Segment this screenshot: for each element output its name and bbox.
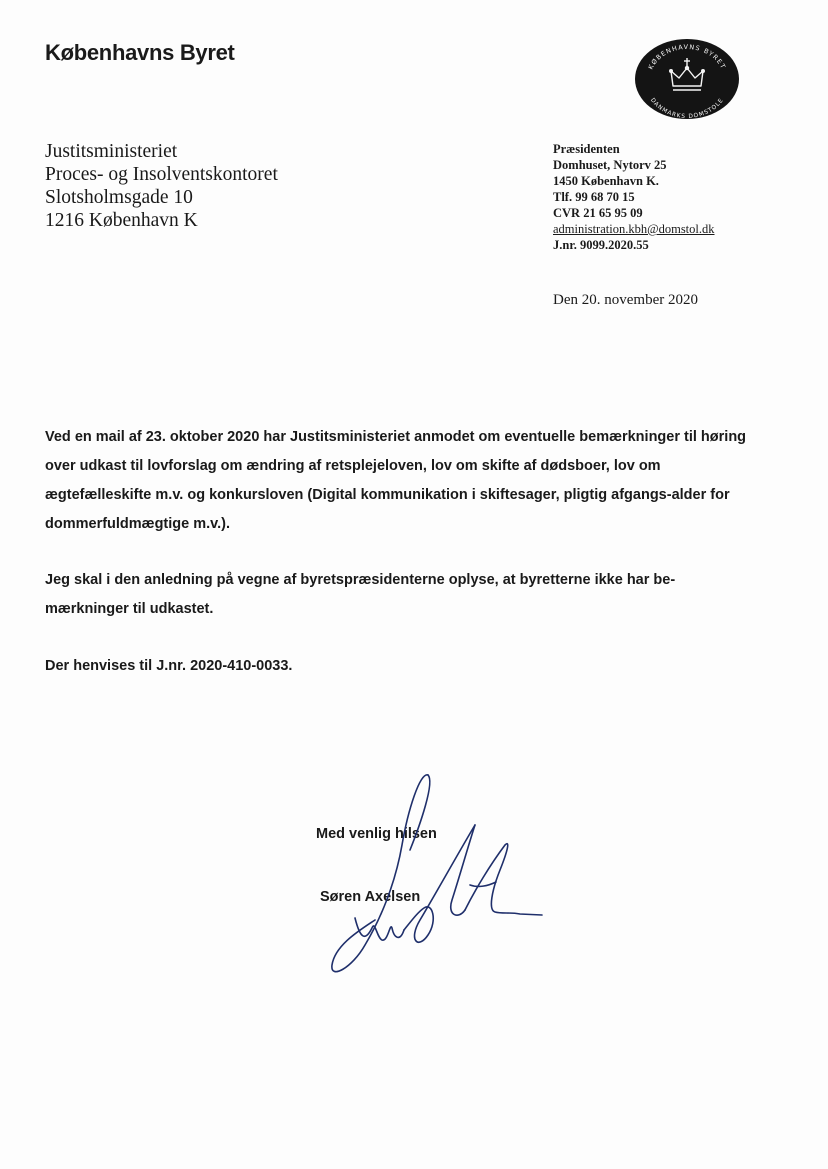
- sender-phone: Tlf. 99 68 70 15: [553, 190, 635, 204]
- closing-greeting: Med venlig hilsen: [316, 826, 437, 842]
- recipient-line: Slotsholmsgade 10: [45, 187, 193, 208]
- sender-cvr: CVR 21 65 95 09: [553, 206, 643, 220]
- body-paragraph-2: Jeg skal i den anledning på vegne af byretspræsidenterne oplyse, at byretterne ikke har be-mærkninger til udkastet.: [45, 572, 676, 617]
- sender-email-link[interactable]: administration.kbh@domstol.dk: [553, 222, 715, 236]
- signer-name: Søren Axelsen: [320, 889, 421, 905]
- handwritten-signature-icon: [320, 770, 550, 980]
- recipient-line: Justitsministeriet: [45, 141, 178, 162]
- recipient-address: [45, 140, 278, 232]
- journal-number: J.nr. 9099.2020.55: [553, 238, 649, 252]
- court-name: Københavns Byret: [45, 40, 235, 65]
- crown-seal-icon: [634, 38, 740, 120]
- sender-city: 1450 København K.: [553, 174, 659, 188]
- sender-block: [553, 141, 715, 253]
- body-paragraph-1: Ved en mail af 23. oktober 2020 har Justitsministeriet anmodet om eventuelle bemærkninger til høring over udkast til lovforslag om ændring af retsplejeloven, lov om skifte af dødsboer, lov om ægtefælleskifte m.v. og konkursloven (Digital kommunikation i skiftesager, pligtig afgangs-alder for dommerfuldmægtige m.v.).: [45, 429, 747, 532]
- letter-date: Den 20. november 2020: [553, 292, 698, 308]
- body-paragraph-3: Der henvises til J.nr. 2020-410-0033.: [45, 658, 293, 674]
- recipient-line: Proces- og Insolventskontoret: [45, 164, 278, 185]
- sender-address: Domhuset, Nytorv 25: [553, 158, 667, 172]
- recipient-line: 1216 København K: [45, 210, 198, 231]
- sender-title: Præsidenten: [553, 142, 620, 156]
- seal-top-text: KØBENHAVNS BYRET: [646, 42, 728, 71]
- seal-bottom-text: DANMARKS DOMSTOLE: [648, 97, 726, 120]
